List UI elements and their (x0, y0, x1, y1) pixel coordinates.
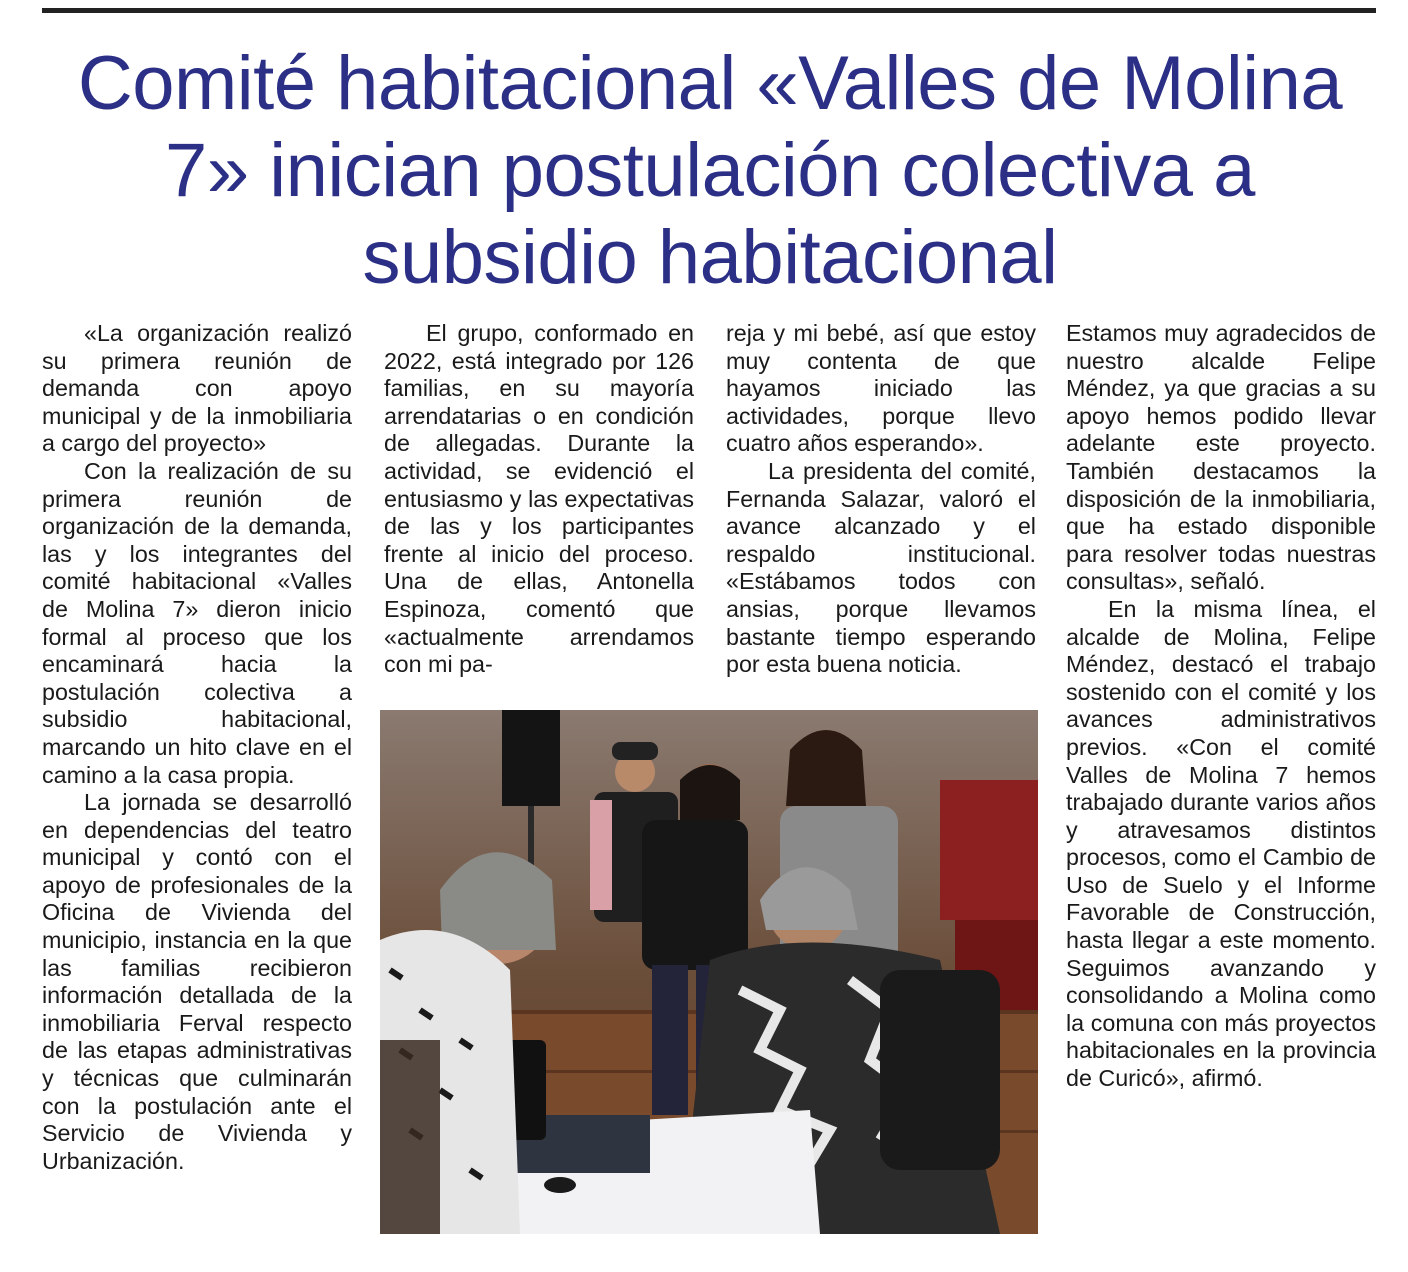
article-column-2 (384, 320, 694, 679)
article-column-3 (726, 320, 1036, 679)
top-rule (42, 8, 1376, 13)
body-paragraph: La jornada se desarrolló en dependencias del teatro municipal y contó con el apoyo de profesionales de la Oficina de Vivienda del municipio, instancia en la que las familias recibieron información detallada de la inmobiliaria Ferval respecto de las etapas administrativas y técnicas que culminarán con la postulación ante el Servicio de Vivienda y Urbanización. (42, 789, 352, 1174)
body-paragraph: Estamos muy agradecidos de nuestro alcalde Felipe Méndez, ya que gracias a su apoyo hemos podido llevar adelante este proyecto. También destacamos la disposición de la inmobiliaria, que ha estado disponible para resolver todas nuestras consultas», señaló. (1066, 320, 1376, 595)
photo-illustration (380, 710, 1038, 1234)
body-paragraph: La presidenta del comité, Fernanda Salazar, valoró el avance alcanzado y el respaldo institucional. «Estábamos todos con ansias, porque llevamos bastante tiempo esperando por esta buena noticia. (726, 457, 1036, 678)
body-paragraph: En la misma línea, el alcalde de Molina, Felipe Méndez, destacó el trabajo sostenido con el comité y los avances administrativos previos. «Con el comité Valles de Molina 7 hemos trabajado durante varios años y atravesamos distintos procesos, como el Cambio de Uso de Suelo y el Informe Favorable de Construcción, hasta llegar a este momento. Seguimos avanzando y consolidando a Molina como la comuna con más proyectos habitacionales en la provincia de Curicó», afirmó. (1066, 595, 1376, 1092)
article-photo (380, 710, 1038, 1234)
article-column-1 (42, 320, 352, 1175)
body-paragraph: reja y mi bebé, así que estoy muy contenta de que hayamos iniciado las actividades, porque llevo cuatro años esperando». (726, 320, 1036, 457)
body-paragraph: El grupo, conformado en 2022, está integrado por 126 familias, en su mayoría arrendatarias o en condición de allegadas. Durante la actividad, se evidenció el entusiasmo y las expectativas de las y los participantes frente al inicio del proceso. Una de ellas, Antonella Espinoza, comentó que «actualmente arrendamos con mi pa- (384, 320, 694, 678)
lead-paragraph: «La organización realizó su primera reunión de demanda con apoyo municipal y de la inmobiliaria a cargo del proyecto» (42, 320, 352, 457)
body-paragraph: Con la realización de su primera reunión de organización de la demanda, las y los integrantes del comité habitacional «Valles de Molina 7» dieron inicio formal al proceso que los encaminará hacia la postulación colectiva a subsidio habitacional, marcando un hito clave en el camino a la casa propia. (42, 457, 352, 788)
headline: Comité habitacional «Valles de Molina 7» inician postulación colectiva a subsidio habitacional (77, 41, 1343, 300)
article-column-4 (1066, 320, 1376, 1093)
